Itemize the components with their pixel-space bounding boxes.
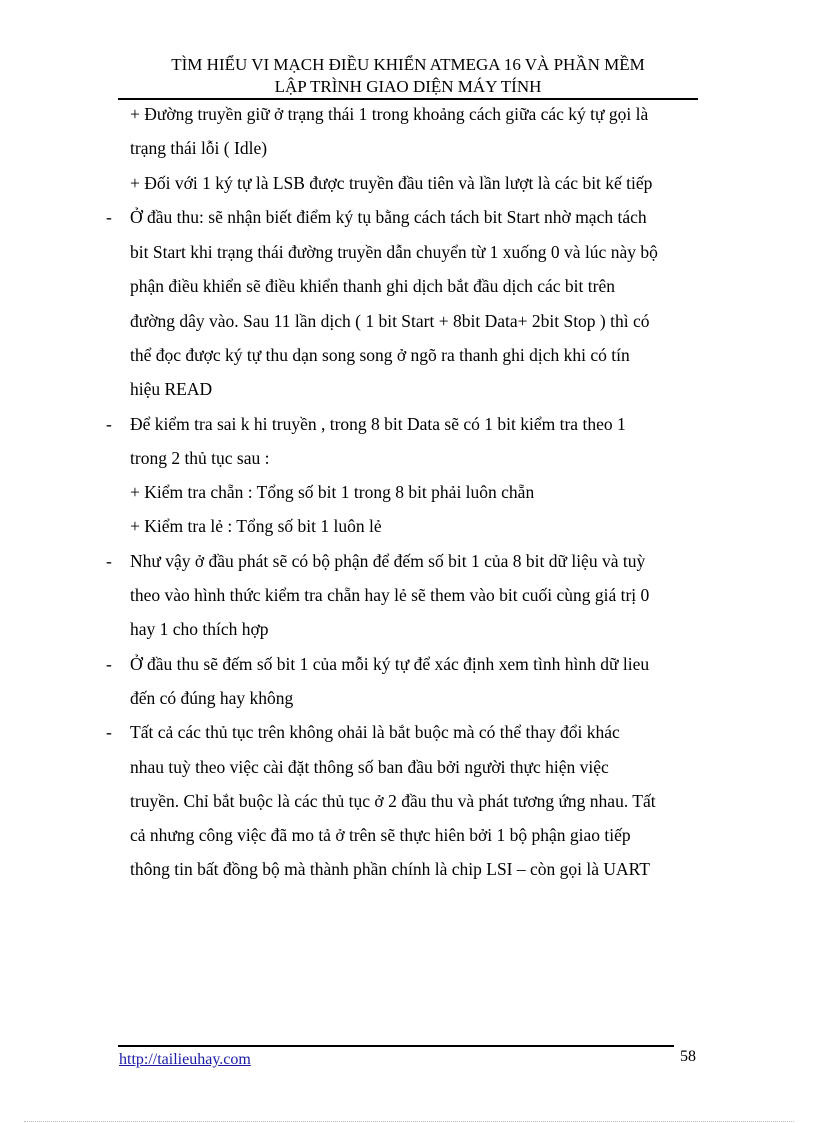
text-line: + Kiểm tra lẻ : Tổng số bit 1 luôn lẻ <box>130 516 382 536</box>
text-line: nhau tuỳ theo việc cài đặt thông số ban đầu bởi người thực hiện việc <box>130 757 609 777</box>
text-line: cả nhưng công việc đã mo tả ở trên sẽ thực hiên bởi 1 bộ phận giao tiếp <box>130 825 631 845</box>
bullet-dash: - <box>106 207 112 227</box>
header-title-line-2: LẬP TRÌNH GIAO DIỆN MÁY TÍNH <box>274 77 542 96</box>
text-line: Để kiểm tra sai k hi truyền , trong 8 bit Data sẽ có 1 bit kiểm tra theo 1 <box>130 414 626 434</box>
header-divider <box>118 98 698 100</box>
bullet-dash: - <box>106 722 112 742</box>
footer-divider <box>118 1045 674 1047</box>
text-line: đường dây vào. Sau 11 lần dịch ( 1 bit Start + 8bit Data+ 2bit Stop ) thì có <box>130 311 650 331</box>
text-line: Như vậy ở đầu phát sẽ có bộ phận để đếm số bit 1 của 8 bit dữ liệu và tuỳ <box>130 551 646 571</box>
text-line: thể đọc được ký tự thu dạn song song ở ngõ ra thanh ghi dịch khi có tín <box>130 345 630 365</box>
bullet-dash: - <box>106 654 112 674</box>
bullet-dash: - <box>106 414 112 434</box>
text-line: trong 2 thủ tục sau : <box>130 448 270 468</box>
text-line: + Đường truyền giữ ở trạng thái 1 trong khoảng cách giữa các ký tự gọi là <box>130 104 649 124</box>
text-line: theo vào hình thức kiểm tra chẵn hay lẻ sẽ them vào bit cuối cùng giá trị 0 <box>130 585 650 605</box>
page-bottom-edge <box>24 1121 794 1122</box>
text-line: thông tin bất đồng bộ mà thành phần chính là chip LSI – còn gọi là UART <box>130 859 650 879</box>
text-line: truyền. Chỉ bắt buộc là các thủ tục ở 2 đầu thu và phát tương ứng nhau. Tất <box>130 791 656 811</box>
page-number: 58 <box>680 1048 696 1065</box>
text-line: + Kiểm tra chẵn : Tổng số bit 1 trong 8 bit phải luôn chẵn <box>130 482 535 502</box>
bullet-dash: - <box>106 551 112 571</box>
text-line: trạng thái lỗi ( Idle) <box>130 138 268 158</box>
footer-website-link[interactable]: http://tailieuhay.com <box>119 1051 251 1068</box>
page-header <box>118 54 698 98</box>
text-line: hay 1 cho thích hợp <box>130 619 269 639</box>
text-line: Ở đầu thu sẽ đếm số bit 1 của mỗi ký tự để xác định xem tình hình dữ lieu <box>130 654 650 674</box>
text-line: đến có đúng hay không <box>130 688 294 708</box>
text-line: Tất cả các thủ tục trên không ohải là bắt buộc mà có thể thay đổi khác <box>130 722 620 742</box>
text-line: Ở đầu thu: sẽ nhận biết điểm ký tụ bằng cách tách bit Start nhờ mạch tách <box>130 207 647 227</box>
text-line: bit Start khi trạng thái đường truyền dẫn chuyển từ 1 xuống 0 và lúc này bộ <box>130 242 658 262</box>
text-line: + Đối với 1 ký tự là LSB được truyền đầu tiên và lần lượt là các bit kế tiếp <box>130 173 653 193</box>
header-title-line-1: TÌM HIỂU VI MẠCH ĐIỀU KHIỂN ATMEGA 16 VÀ PHẦN MỀM <box>171 55 645 74</box>
text-line: hiệu READ <box>130 379 213 399</box>
text-line: phận điều khiển sẽ điều khiển thanh ghi dịch bắt đầu dịch các bit trên <box>130 276 615 296</box>
